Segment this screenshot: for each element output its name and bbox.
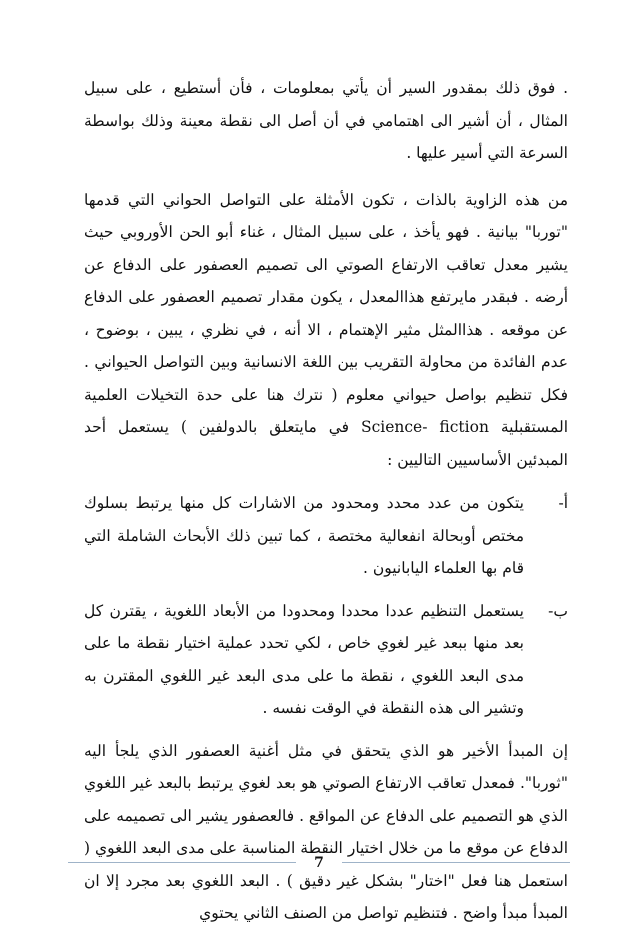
paragraph-closing: إن المبدأ الأخير هو الذي يتحقق في مثل أغنية العصفور الذي يلجأ اليه "ثوربا". فمعدل تعاقب الارتفاع الصوتي هو بعد لغوي يرتبط بالبعد غير اللغوي الذي هو التصميم على الدفاع عن المواقع . فالعصفور يشير الى تصميمه على الدفاع عن موقع ما من خلال اختيار النقطة المناسبة على مدى البعد اللغوي ( استعمل هنا فعل "اختار" بشكل غير دقيق ) . البعد اللغوي بعد مجرد إلا ان المبدأ مبدأ واضح . فتنظيم تواصل من الصنف الثاني يحتوي xyxy=(84,741,568,922)
paragraph-examples: من هذه الزاوية بالذات ، تكون الأمثلة على التواصل الحواني التي قدمها "توربا" بيانية . فهو يأخذ ، على سبيل المثال ، غناء أبو الحن الأوروبي حيث يشير معدل تعاقب الارتفاع الصوتي الى تصميم العصفور على الدفاع عن أرضه . فبقدر مايرتفع هذاالمعدل ، يكون مقدار تصميم العصفور على الدفاع عن موقعه . هذاالمثل مثير الإهتمام ، الا أنه ، في نظري ، يبين ، بوضوح ، عدم الفائدة من محاولة التقريب بين اللغة الانسانية وبين التواصل الحيواني . فكل تنظيم بواصل حيواني معلوم ( نترك هنا على حدة التخيلات العلمية المستقبلية Science- fiction في مايتعلق بالدولفين ) يستعمل أحد المبدئين الأساسيين التاليين : xyxy=(84,190,569,469)
list-marker: أ- xyxy=(558,494,568,512)
list-item-a xyxy=(84,487,568,585)
list-item-text: يتكون من عدد محدد ومحدود من الاشارات كل منها يرتبط بسلوك مختص أوبحالة انفعالية مختصة ، كما تبين ذلك الأبحاث الشاملة التي قام بها العلماء اليابانيون . xyxy=(84,494,524,577)
list-item-b xyxy=(84,595,568,725)
page-footer xyxy=(68,853,570,873)
page-body xyxy=(84,72,568,930)
list-marker: ب- xyxy=(548,601,568,620)
list-item-text: يستعمل التنظيم عددا محددا ومحدودا من الأبعاد اللغوية ، يقترن كل بعد منها ببعد غير لغوي خاص ، لكي تحدد عملية اختيار نقطة ما على مدى البعد اللغوي ، نقطة ما على مدى البعد غير اللغوي المقترن به وتشير الى هذه النقطة في الوقت نفسه . xyxy=(84,601,524,717)
paragraph-intro: . فوق ذلك بمقدور السير أن يأتي بمعلومات ، فأن أستطيع ، على سبيل المثال ، أن أشير الى اهتمامي في أن أصل الى نقطة معينة وذلك بواسطة السرعة التي أسير عليها . xyxy=(84,79,568,162)
closing-block xyxy=(84,735,568,930)
page-number: 7 xyxy=(314,855,324,871)
